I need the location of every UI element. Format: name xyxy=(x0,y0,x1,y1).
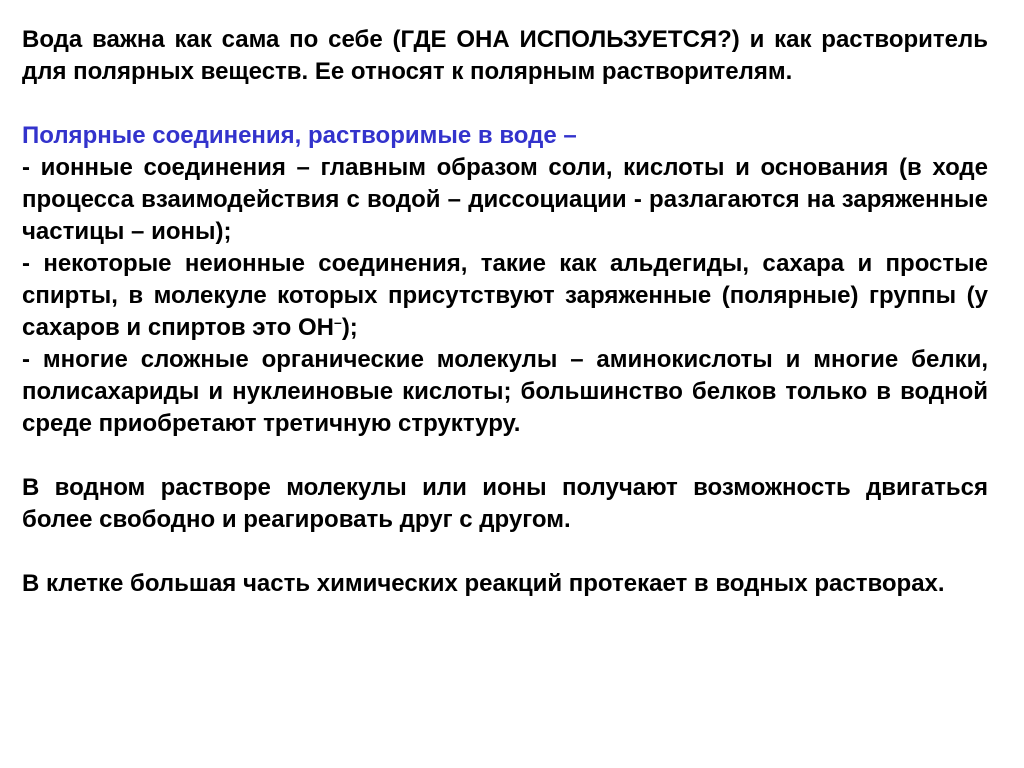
spacer xyxy=(22,88,988,120)
list-item-nonionic-end: ); xyxy=(341,314,358,341)
intro-paragraph: Вода важна как сама по себе (ГДЕ ОНА ИСПОЛЬЗУЕТСЯ?) и как растворитель для полярных веществ. Ее относят к полярным растворителям. xyxy=(22,26,988,85)
slide-text xyxy=(22,24,988,600)
list-item-nonionic-text: - некоторые неионные соединения, такие как альдегиды, сахара и простые спирты, в молекуле которых присутствуют заряженные (полярные) группы (у сахаров и спиртов это ОН xyxy=(22,250,988,341)
list-item-organic: - многие сложные органические молекулы – аминокислоты и многие белки, полисахариды и нуклеиновые кислоты; большинство белков только в водной среде приобретают третичную структуру. xyxy=(22,346,988,437)
list-item-ionic: - ионные соединения – главным образом соли, кислоты и основания (в ходе процесса взаимодействия с водой – диссоциации - разлагаются на заряженные частицы – ионы); xyxy=(22,154,988,245)
spacer xyxy=(22,536,988,568)
list-item-nonionic xyxy=(22,248,988,344)
hydroxide-charge: – xyxy=(334,314,342,330)
solution-paragraph: В водном растворе молекулы или ионы получают возможность двигаться более свободно и реагировать друг с другом. xyxy=(22,474,988,533)
spacer xyxy=(22,440,988,472)
polar-compounds-heading: Полярные соединения, растворимые в воде – xyxy=(22,122,577,149)
cell-paragraph: В клетке большая часть химических реакций протекает в водных растворах. xyxy=(22,570,945,597)
